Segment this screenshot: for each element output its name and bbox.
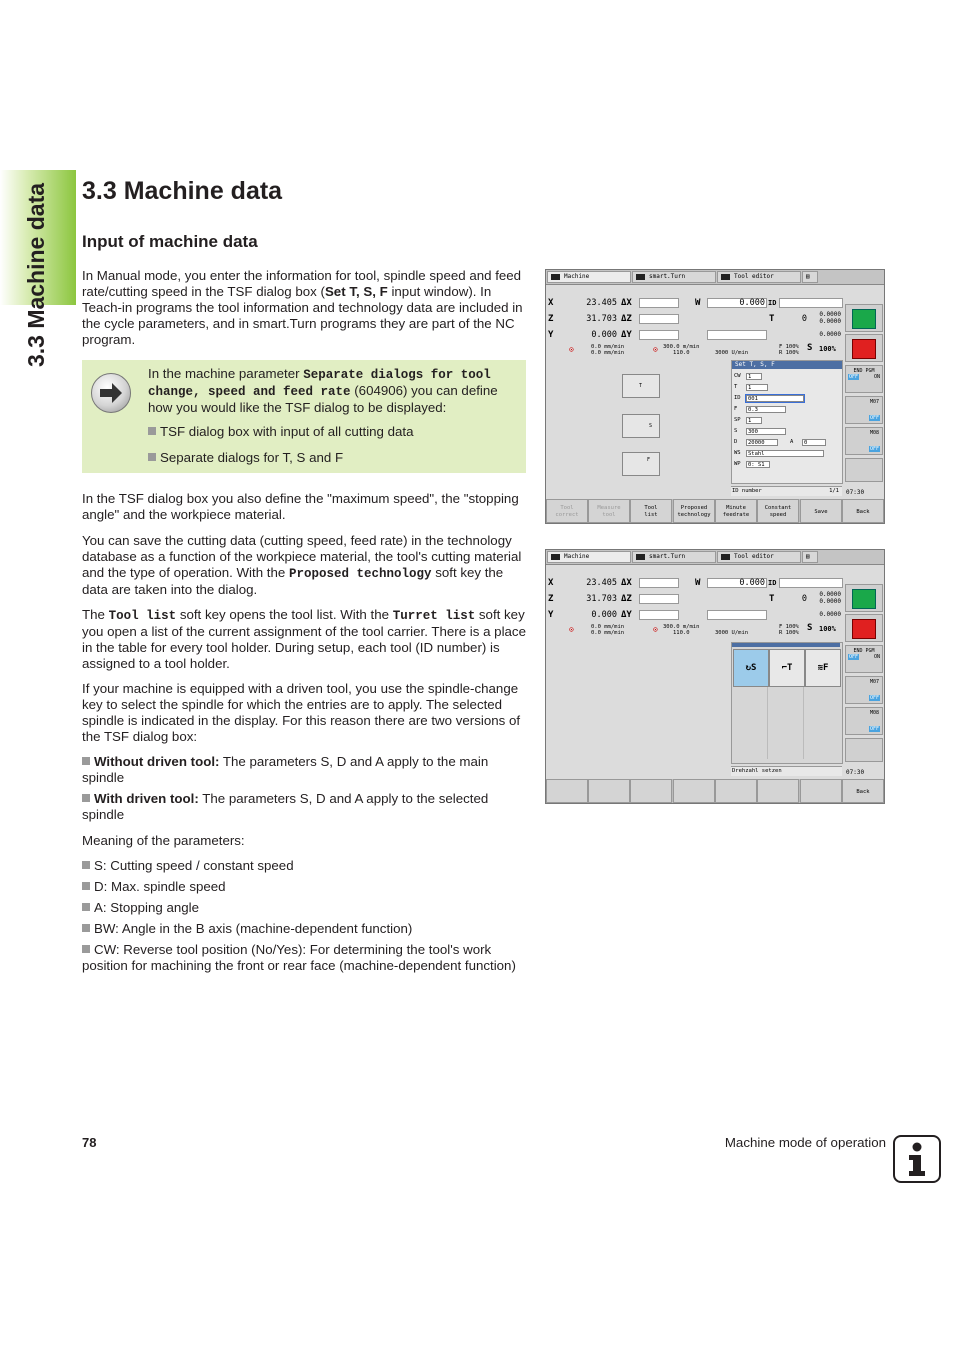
spindle-label: S bbox=[807, 623, 813, 633]
softkey-empty[interactable] bbox=[546, 779, 588, 803]
cw-input[interactable]: 1 bbox=[746, 373, 762, 380]
softkey-bar bbox=[546, 499, 884, 523]
field-s: S 300 bbox=[732, 427, 842, 436]
offset-value: 0.0000 bbox=[819, 331, 841, 338]
axis-label: W bbox=[695, 578, 701, 588]
arrow-right-icon bbox=[91, 373, 131, 413]
field-t: T 1 bbox=[732, 383, 842, 392]
end-pgm-button[interactable] bbox=[845, 365, 883, 393]
value-field bbox=[707, 330, 767, 340]
axis-label: Y bbox=[548, 330, 554, 340]
paragraph: The Tool list soft key opens the tool list. With the Turret list soft key you open a list of the current assignment of the tool carrier. There is a place in the table for every tool holder. During setup, each tool (ID number) is assigned to a tool holder. bbox=[82, 607, 526, 671]
m08-button[interactable] bbox=[845, 707, 883, 735]
end-pgm-label: END PGM bbox=[853, 368, 875, 374]
status-line: ID number 1/1 bbox=[731, 486, 842, 496]
value-field bbox=[639, 610, 679, 620]
cycle-stop-button[interactable] bbox=[845, 614, 883, 642]
feed-row bbox=[547, 624, 843, 638]
spindle-speed-icon: ↻ bbox=[745, 663, 751, 673]
feed-value: 0.0 mm/min bbox=[591, 344, 625, 350]
softkey-constant-speed[interactable]: Constant speed bbox=[757, 499, 799, 523]
section-heading: 3.3 Machine data bbox=[82, 177, 283, 205]
spindle-icon: ⊙ bbox=[569, 625, 574, 634]
softkey-empty[interactable] bbox=[630, 779, 672, 803]
softkey-tool-correct[interactable]: Tool correct bbox=[546, 499, 588, 523]
axis-label: ΔY bbox=[621, 330, 632, 340]
m07-button[interactable] bbox=[845, 396, 883, 424]
tab-bar bbox=[546, 270, 884, 285]
dialog-title: Set T, S, F bbox=[732, 361, 842, 369]
bullet-icon bbox=[82, 924, 90, 932]
spindle-override: 100% bbox=[819, 625, 836, 633]
list-item: BW: Angle in the B axis (machine-dependent function) bbox=[82, 921, 412, 937]
arrow-icon bbox=[636, 274, 645, 280]
axis-label: ΔZ bbox=[621, 594, 632, 604]
axis-label: T bbox=[769, 594, 775, 604]
m07-button[interactable] bbox=[845, 676, 883, 704]
tab-document[interactable]: ▤ bbox=[802, 271, 818, 283]
field-f: F 0.3 bbox=[732, 405, 842, 414]
offset-value: 0.0000 bbox=[819, 598, 841, 605]
end-pgm-button[interactable] bbox=[845, 645, 883, 673]
bullet-icon bbox=[82, 861, 90, 869]
speed-value: 300.0 m/min bbox=[663, 344, 700, 350]
offset-value: 0.0000 bbox=[819, 318, 841, 325]
softkey-empty[interactable] bbox=[800, 779, 842, 803]
tsf-dialog bbox=[731, 360, 843, 484]
page-number: 78 bbox=[82, 1135, 97, 1150]
field-wp: WP 0: S1 bbox=[732, 460, 842, 469]
value-field bbox=[639, 298, 679, 308]
m07-label: M07 bbox=[869, 679, 879, 685]
cycle-stop-button[interactable] bbox=[845, 334, 883, 362]
ws-select[interactable]: Stahl bbox=[746, 450, 824, 457]
id-field bbox=[779, 298, 843, 308]
position-value: 23.405 bbox=[586, 298, 617, 308]
value-field bbox=[639, 330, 679, 340]
position-row-z bbox=[547, 592, 843, 606]
a-label: A bbox=[790, 439, 794, 445]
bullet-icon bbox=[82, 882, 90, 890]
tab-machine[interactable]: Machine bbox=[547, 271, 631, 283]
paragraph: In the TSF dialog box you also define the "maximum speed", the "stopping angle" and the workpiece material. bbox=[82, 491, 519, 522]
tool-number: 0 bbox=[801, 314, 807, 324]
feed-override: F 100% bbox=[779, 344, 799, 350]
tab-machine[interactable]: Machine bbox=[547, 551, 631, 563]
rpm-value: 3000 U/min bbox=[715, 350, 749, 356]
feed-value: 0.0 mm/min bbox=[591, 350, 625, 356]
footer-chapter: Machine mode of operation bbox=[724, 1135, 886, 1150]
menu-item-tool[interactable]: ⌐T bbox=[769, 649, 805, 687]
menu-column bbox=[769, 687, 804, 759]
f-input[interactable]: 0.3 bbox=[746, 406, 786, 413]
axis-label: ΔX bbox=[621, 578, 632, 588]
intro-paragraph: In Manual mode, you enter the information for tool, spindle speed and feed rate/cutting speed in the TSF dialog box (Set T, S, F input window). In Teach-in programs the tool information and technology data are included in the cycle parameters, and in smart.Turn programs they are part of the NC program. bbox=[82, 268, 523, 347]
axis-label: W bbox=[695, 298, 701, 308]
cycle-start-button[interactable] bbox=[845, 304, 883, 332]
spindle-icon: ⊙ bbox=[569, 345, 574, 354]
list-item: With driven tool: The parameters S, D and A apply to the selected spindle bbox=[82, 791, 489, 822]
paragraph: If your machine is equipped with a driven tool, you use the spindle-change key to select the spindle for which the entries are to apply. The selected spindle is indicated in the display. For this reason there are two versions of the TSF dialog box: bbox=[82, 681, 521, 744]
on-label: ON bbox=[873, 374, 880, 380]
tab-smart-turn[interactable]: smart.Turn bbox=[632, 551, 716, 563]
position-value: 31.703 bbox=[586, 314, 617, 324]
id-label: ID bbox=[768, 579, 777, 587]
tab-document[interactable]: ▤ bbox=[802, 551, 818, 563]
axis-label: Z bbox=[548, 314, 554, 324]
bullet-icon bbox=[148, 427, 156, 435]
id-field bbox=[779, 578, 843, 588]
value-field bbox=[639, 578, 679, 588]
rpm-value: 3000 U/min bbox=[715, 630, 749, 636]
on-label: ON bbox=[873, 654, 880, 660]
screenshot-tsf-menu bbox=[545, 549, 885, 804]
speed-value: 300.0 m/min bbox=[663, 624, 700, 630]
id-label: ID bbox=[768, 299, 777, 307]
softkey-back[interactable]: Back bbox=[842, 779, 884, 803]
axis-label: X bbox=[548, 298, 554, 308]
off-label: OFF bbox=[849, 374, 859, 380]
chapter-side-label: 3.3 Machine data bbox=[23, 182, 49, 368]
bullet-icon bbox=[148, 453, 156, 461]
feed-value: 0.0 mm/min bbox=[591, 630, 625, 636]
tool-number: 0 bbox=[801, 594, 807, 604]
spindle-icon: ⊙ bbox=[653, 625, 658, 634]
panel-header bbox=[732, 643, 840, 647]
menu-item-speed[interactable]: ↻S bbox=[733, 649, 769, 687]
jog-button[interactable] bbox=[845, 458, 883, 482]
position-row-x bbox=[547, 576, 843, 590]
bullet-icon bbox=[82, 945, 90, 953]
s-input[interactable]: 300 bbox=[746, 428, 786, 435]
axis-label: ΔY bbox=[621, 610, 632, 620]
icon-letter: T bbox=[639, 383, 643, 389]
value-field bbox=[639, 594, 679, 604]
axis-label: ΔX bbox=[621, 298, 632, 308]
m07-label: M07 bbox=[869, 399, 879, 405]
tab-tool-editor[interactable]: Tool editor bbox=[717, 271, 801, 283]
position-row-x bbox=[547, 296, 843, 310]
position-row-y bbox=[547, 608, 843, 622]
sp-input[interactable]: 1 bbox=[746, 417, 762, 424]
list-item: Without driven tool: The parameters S, D and A apply to the main spindle bbox=[82, 754, 489, 785]
off-label: OFF bbox=[869, 726, 879, 732]
field-sp: SP 1 bbox=[732, 416, 842, 425]
status-line: Drehzahl setzen bbox=[731, 766, 842, 776]
value: 0.000 bbox=[739, 298, 765, 308]
value: 0.000 bbox=[739, 578, 765, 588]
feed-icon-box[interactable] bbox=[622, 452, 660, 476]
paragraph: Meaning of the parameters: bbox=[82, 833, 245, 848]
d-input[interactable]: 20000 bbox=[746, 439, 778, 446]
off-label: OFF bbox=[849, 654, 859, 660]
position-row-y bbox=[547, 328, 843, 342]
off-label: OFF bbox=[869, 695, 879, 701]
tab-tool-editor[interactable]: Tool editor bbox=[717, 551, 801, 563]
clock: 07:30 bbox=[846, 489, 865, 496]
screenshot-tsf-dialog bbox=[545, 269, 885, 524]
spindle-icon: ⊙ bbox=[653, 345, 658, 354]
list-item: CW: Reverse tool position (No/Yes): For determining the tool's work position for machining the front or rear face (machine-dependent function) bbox=[82, 942, 516, 973]
feed-icon: ≋ bbox=[817, 663, 823, 673]
id-input[interactable]: 001 bbox=[746, 395, 804, 402]
field-cw: CW 1 bbox=[732, 372, 842, 381]
position-value: 0.000 bbox=[591, 330, 617, 340]
axis-label: X bbox=[548, 578, 554, 588]
subsection-heading: Input of machine data bbox=[82, 232, 258, 251]
feed-value: 0.0 mm/min bbox=[591, 624, 625, 630]
off-label: OFF bbox=[869, 446, 879, 452]
position-value: 31.703 bbox=[586, 594, 617, 604]
position-value: 23.405 bbox=[586, 578, 617, 588]
tab-bar bbox=[546, 550, 884, 565]
spindle-override: 100% bbox=[819, 345, 836, 353]
axis-label: T bbox=[769, 314, 775, 324]
position-row-z bbox=[547, 312, 843, 326]
softkey-minute-feedrate[interactable]: Minute feedrate bbox=[715, 499, 757, 523]
arrow-icon bbox=[721, 554, 730, 560]
softkey-bar bbox=[546, 779, 884, 803]
icon-letter: S bbox=[649, 423, 653, 429]
paragraph: You can save the cutting data (cutting speed, feed rate) in the technology database as a function of the workpiece material, the tool's cutting material and the type of operation. With the Proposed technology soft key the data are taken into the dialog. bbox=[82, 533, 522, 597]
bullet-icon bbox=[82, 757, 90, 765]
speed-value: 110.0 bbox=[673, 630, 690, 636]
value-field bbox=[639, 314, 679, 324]
spindle-icon-box[interactable] bbox=[622, 414, 660, 438]
softkey-empty[interactable] bbox=[715, 779, 757, 803]
softkey-measure-tool[interactable]: Measure tool bbox=[588, 499, 630, 523]
a-input[interactable]: 0 bbox=[802, 439, 826, 446]
position-value: 0.000 bbox=[591, 610, 617, 620]
m08-label: M08 bbox=[869, 430, 879, 436]
softkey-tool-list[interactable]: Tool list bbox=[630, 499, 672, 523]
softkey-empty[interactable] bbox=[588, 779, 630, 803]
t-input[interactable]: 1 bbox=[746, 384, 768, 391]
field-ws: WS Stahl bbox=[732, 449, 842, 458]
arrow-icon bbox=[636, 554, 645, 560]
softkey-empty[interactable] bbox=[757, 779, 799, 803]
icon-letter: F bbox=[647, 457, 651, 463]
value-field bbox=[707, 610, 767, 620]
offset-value: 0.0000 bbox=[819, 611, 841, 618]
rapid-override: R 100% bbox=[779, 630, 799, 636]
list-item: S: Cutting speed / constant speed bbox=[82, 858, 294, 874]
arrow-icon bbox=[721, 274, 730, 280]
list-item: A: Stopping angle bbox=[82, 900, 199, 916]
tab-smart-turn[interactable]: smart.Turn bbox=[632, 271, 716, 283]
axis-label: Z bbox=[548, 594, 554, 604]
machine-icon bbox=[551, 274, 560, 280]
feed-row bbox=[547, 344, 843, 358]
cycle-start-button[interactable] bbox=[845, 584, 883, 612]
softkey-save[interactable]: Save bbox=[800, 499, 842, 523]
field-id: ID 001 bbox=[732, 394, 842, 403]
softkey-back[interactable]: Back bbox=[842, 499, 884, 523]
off-label: OFF bbox=[869, 415, 879, 421]
menu-item-feed[interactable]: ≋F bbox=[805, 649, 841, 687]
bullet-icon bbox=[82, 903, 90, 911]
note-item: Separate dialogs for T, S and F bbox=[148, 450, 343, 466]
rapid-override: R 100% bbox=[779, 350, 799, 356]
offset-value: 0.0000 bbox=[819, 311, 841, 318]
field-d: D 20000 A 0 bbox=[732, 438, 842, 447]
m08-button[interactable] bbox=[845, 427, 883, 455]
axis-label: Y bbox=[548, 610, 554, 620]
note-item: TSF dialog box with input of all cutting data bbox=[148, 424, 414, 440]
speed-value: 110.0 bbox=[673, 350, 690, 356]
tool-icon-box[interactable] bbox=[622, 374, 660, 398]
offset-value: 0.0000 bbox=[819, 591, 841, 598]
m08-label: M08 bbox=[869, 710, 879, 716]
end-pgm-label: END PGM bbox=[853, 648, 875, 654]
axis-label: ΔZ bbox=[621, 314, 632, 324]
menu-column bbox=[733, 687, 768, 759]
note-text: In the machine parameter Separate dialogs for tool change, speed and feed rate (604906) you can define how you would like the TSF dialog to be displayed: bbox=[148, 366, 498, 415]
feed-override: F 100% bbox=[779, 624, 799, 630]
jog-button[interactable] bbox=[845, 738, 883, 762]
softkey-proposed-technology[interactable]: Proposed technology bbox=[673, 499, 715, 523]
clock: 07:30 bbox=[846, 769, 865, 776]
spindle-label: S bbox=[807, 343, 813, 353]
info-icon bbox=[893, 1135, 941, 1183]
list-item: D: Max. spindle speed bbox=[82, 879, 226, 895]
machine-icon bbox=[551, 554, 560, 560]
wp-select[interactable]: 0: S1 bbox=[746, 461, 770, 468]
tsf-menu-panel bbox=[731, 642, 843, 764]
softkey-empty[interactable] bbox=[673, 779, 715, 803]
bullet-icon bbox=[82, 794, 90, 802]
tool-icon: ⌐ bbox=[781, 663, 787, 673]
